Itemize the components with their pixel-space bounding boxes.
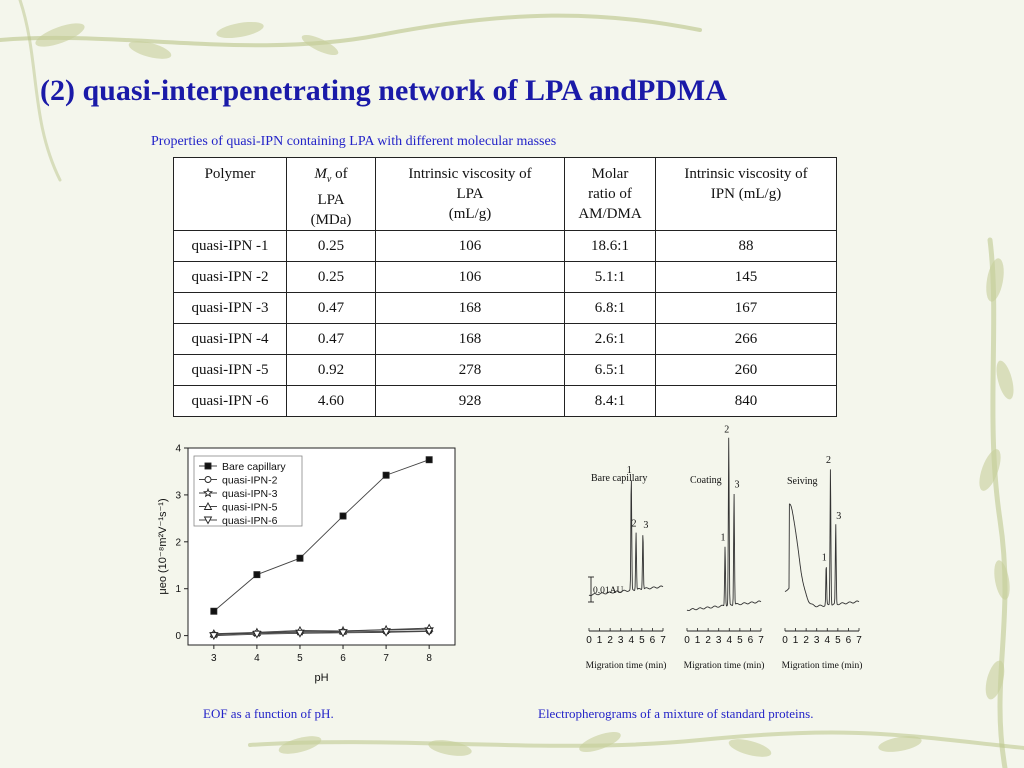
header-molar-line2: ratio of bbox=[588, 186, 632, 202]
time-tick-label: 5 bbox=[639, 635, 645, 646]
panel-label: Bare capillary bbox=[591, 473, 648, 484]
legend-label: quasi-IPN-5 bbox=[222, 501, 278, 514]
peak-label: 1 bbox=[821, 552, 827, 564]
electropherogram-trace bbox=[589, 480, 663, 595]
y-tick-label: 4 bbox=[175, 443, 181, 455]
header-visc-ipn-line2: IPN (mL/g) bbox=[710, 186, 782, 202]
cell-visc-lpa: 106 bbox=[376, 231, 565, 262]
legend-label: quasi-IPN-2 bbox=[222, 474, 278, 487]
electropherogram-trace bbox=[687, 438, 761, 611]
x-tick-label: 5 bbox=[297, 653, 303, 664]
x-tick-label: 4 bbox=[254, 653, 260, 664]
x-axis-label: pH bbox=[314, 672, 329, 684]
time-tick-label: 4 bbox=[824, 635, 831, 646]
header-mv-symbol: M bbox=[314, 166, 327, 182]
peak-label: 3 bbox=[643, 519, 649, 531]
header-visc-lpa-line2: LPA bbox=[456, 186, 484, 202]
electropherogram-trace bbox=[785, 469, 859, 606]
time-tick-label: 2 bbox=[705, 635, 711, 646]
cell-polymer: quasi-IPN -1 bbox=[174, 231, 287, 262]
cell-visc-lpa: 278 bbox=[376, 355, 565, 386]
y-tick-label: 0 bbox=[175, 631, 181, 643]
data-point bbox=[426, 457, 432, 463]
time-tick-label: 4 bbox=[726, 635, 733, 646]
cell-mv: 0.47 bbox=[287, 293, 376, 324]
header-mv bbox=[287, 158, 376, 231]
header-molar-line1: Molar bbox=[591, 166, 629, 182]
table-row bbox=[174, 324, 837, 355]
table-row bbox=[174, 231, 837, 262]
peak-label: 2 bbox=[825, 454, 831, 466]
peak-label: 1 bbox=[720, 532, 726, 544]
legend-marker bbox=[205, 477, 211, 483]
cell-visc-lpa: 168 bbox=[376, 324, 565, 355]
header-polymer bbox=[174, 158, 287, 231]
header-molar-ratio bbox=[565, 158, 656, 231]
electropherogram-chart bbox=[575, 424, 875, 675]
y-tick-label: 2 bbox=[175, 537, 181, 549]
scale-bar-label: 0.01AU bbox=[593, 586, 624, 596]
peak-label: 2 bbox=[724, 424, 730, 436]
x-tick-label: 6 bbox=[340, 653, 346, 664]
cell-visc-ipn: 88 bbox=[656, 231, 837, 262]
time-tick-label: 5 bbox=[835, 635, 841, 646]
time-tick-label: 1 bbox=[694, 635, 701, 646]
time-tick-label: 7 bbox=[758, 635, 764, 646]
x-tick-label: 7 bbox=[383, 653, 389, 664]
data-point bbox=[254, 572, 260, 578]
time-tick-label: 7 bbox=[856, 635, 862, 646]
header-mv-subscript: v bbox=[326, 174, 332, 185]
y-axis-label: μeo (10⁻⁸m²V⁻¹s⁻¹) bbox=[157, 498, 169, 595]
header-mv-of: of bbox=[331, 166, 348, 182]
table-caption: Properties of quasi-IPN containing LPA with different molecular masses bbox=[151, 134, 557, 149]
cell-polymer: quasi-IPN -2 bbox=[174, 262, 287, 293]
table-header-row bbox=[174, 158, 837, 231]
cell-molar-ratio: 6.8:1 bbox=[565, 293, 656, 324]
time-tick-label: 2 bbox=[803, 635, 809, 646]
cell-molar-ratio: 5.1:1 bbox=[565, 262, 656, 293]
peak-label: 2 bbox=[631, 518, 637, 530]
cell-mv: 0.92 bbox=[287, 355, 376, 386]
x-tick-label: 3 bbox=[211, 653, 217, 664]
electropherogram-caption: Electropherograms of a mixture of standard proteins. bbox=[538, 706, 814, 721]
cell-mv: 0.47 bbox=[287, 324, 376, 355]
panel-label: Coating bbox=[690, 475, 722, 486]
data-point bbox=[211, 608, 217, 614]
cell-polymer: quasi-IPN -6 bbox=[174, 386, 287, 417]
cell-mv: 0.25 bbox=[287, 231, 376, 262]
time-tick-label: 4 bbox=[628, 635, 635, 646]
table-row bbox=[174, 386, 837, 417]
header-visc-lpa bbox=[376, 158, 565, 231]
header-visc-ipn-line1: Intrinsic viscosity of bbox=[684, 166, 808, 182]
table-row bbox=[174, 293, 837, 324]
legend-marker bbox=[205, 463, 211, 469]
time-axis-label: Migration time (min) bbox=[585, 661, 667, 671]
cell-polymer: quasi-IPN -3 bbox=[174, 293, 287, 324]
time-tick-label: 2 bbox=[607, 635, 613, 646]
cell-molar-ratio: 2.6:1 bbox=[565, 324, 656, 355]
cell-polymer: quasi-IPN -5 bbox=[174, 355, 287, 386]
cell-visc-ipn: 167 bbox=[656, 293, 837, 324]
eof-chart bbox=[140, 440, 460, 695]
cell-visc-lpa: 928 bbox=[376, 386, 565, 417]
time-tick-label: 3 bbox=[715, 635, 722, 646]
y-tick-label: 1 bbox=[175, 584, 181, 596]
cell-visc-ipn: 145 bbox=[656, 262, 837, 293]
y-tick-label: 3 bbox=[175, 490, 181, 502]
peak-label: 3 bbox=[836, 511, 842, 523]
time-tick-label: 3 bbox=[617, 635, 624, 646]
legend-label: quasi-IPN-6 bbox=[222, 515, 278, 527]
peak-label: 1 bbox=[626, 465, 632, 477]
cell-visc-ipn: 260 bbox=[656, 355, 837, 386]
cell-mv: 0.25 bbox=[287, 262, 376, 293]
data-point bbox=[297, 555, 303, 561]
cell-visc-ipn: 266 bbox=[656, 324, 837, 355]
cell-visc-lpa: 168 bbox=[376, 293, 565, 324]
data-point bbox=[340, 513, 346, 519]
cell-visc-ipn: 840 bbox=[656, 386, 837, 417]
header-polymer-text: Polymer bbox=[204, 166, 256, 182]
data-point bbox=[383, 472, 389, 478]
time-tick-label: 0 bbox=[684, 635, 690, 646]
cell-visc-lpa: 106 bbox=[376, 262, 565, 293]
slide-title: (2) quasi-interpenetrating network of LPA andPDMA bbox=[40, 74, 727, 107]
time-tick-label: 0 bbox=[782, 635, 788, 646]
table-row bbox=[174, 355, 837, 386]
time-tick-label: 3 bbox=[813, 635, 820, 646]
peak-label: 3 bbox=[734, 479, 740, 491]
header-visc-ipn bbox=[656, 158, 837, 231]
x-tick-label: 8 bbox=[426, 653, 432, 664]
legend-label: quasi-IPN-3 bbox=[222, 488, 278, 500]
time-tick-label: 6 bbox=[845, 635, 852, 646]
header-mv-line2: LPA bbox=[317, 192, 345, 208]
table-row bbox=[174, 262, 837, 293]
time-tick-label: 7 bbox=[660, 635, 666, 646]
properties-table bbox=[173, 157, 837, 417]
cell-molar-ratio: 6.5:1 bbox=[565, 355, 656, 386]
time-tick-label: 5 bbox=[737, 635, 743, 646]
time-tick-label: 6 bbox=[747, 635, 754, 646]
time-tick-label: 0 bbox=[586, 635, 592, 646]
header-molar-line3: AM/DMA bbox=[578, 206, 642, 222]
time-axis-label: Migration time (min) bbox=[683, 661, 765, 671]
legend-label: Bare capillary bbox=[222, 461, 286, 473]
panel-label: Seiving bbox=[787, 476, 818, 487]
cell-molar-ratio: 18.6:1 bbox=[565, 231, 656, 262]
eof-caption: EOF as a function of pH. bbox=[203, 706, 334, 721]
header-visc-lpa-line3: (mL/g) bbox=[448, 206, 492, 222]
time-tick-label: 1 bbox=[792, 635, 799, 646]
cell-molar-ratio: 8.4:1 bbox=[565, 386, 656, 417]
time-tick-label: 6 bbox=[649, 635, 656, 646]
time-tick-label: 1 bbox=[596, 635, 603, 646]
header-visc-lpa-line1: Intrinsic viscosity of bbox=[408, 166, 532, 182]
cell-polymer: quasi-IPN -4 bbox=[174, 324, 287, 355]
cell-mv: 4.60 bbox=[287, 386, 376, 417]
header-mv-line3: (MDa) bbox=[310, 212, 352, 228]
time-axis-label: Migration time (min) bbox=[781, 661, 863, 671]
